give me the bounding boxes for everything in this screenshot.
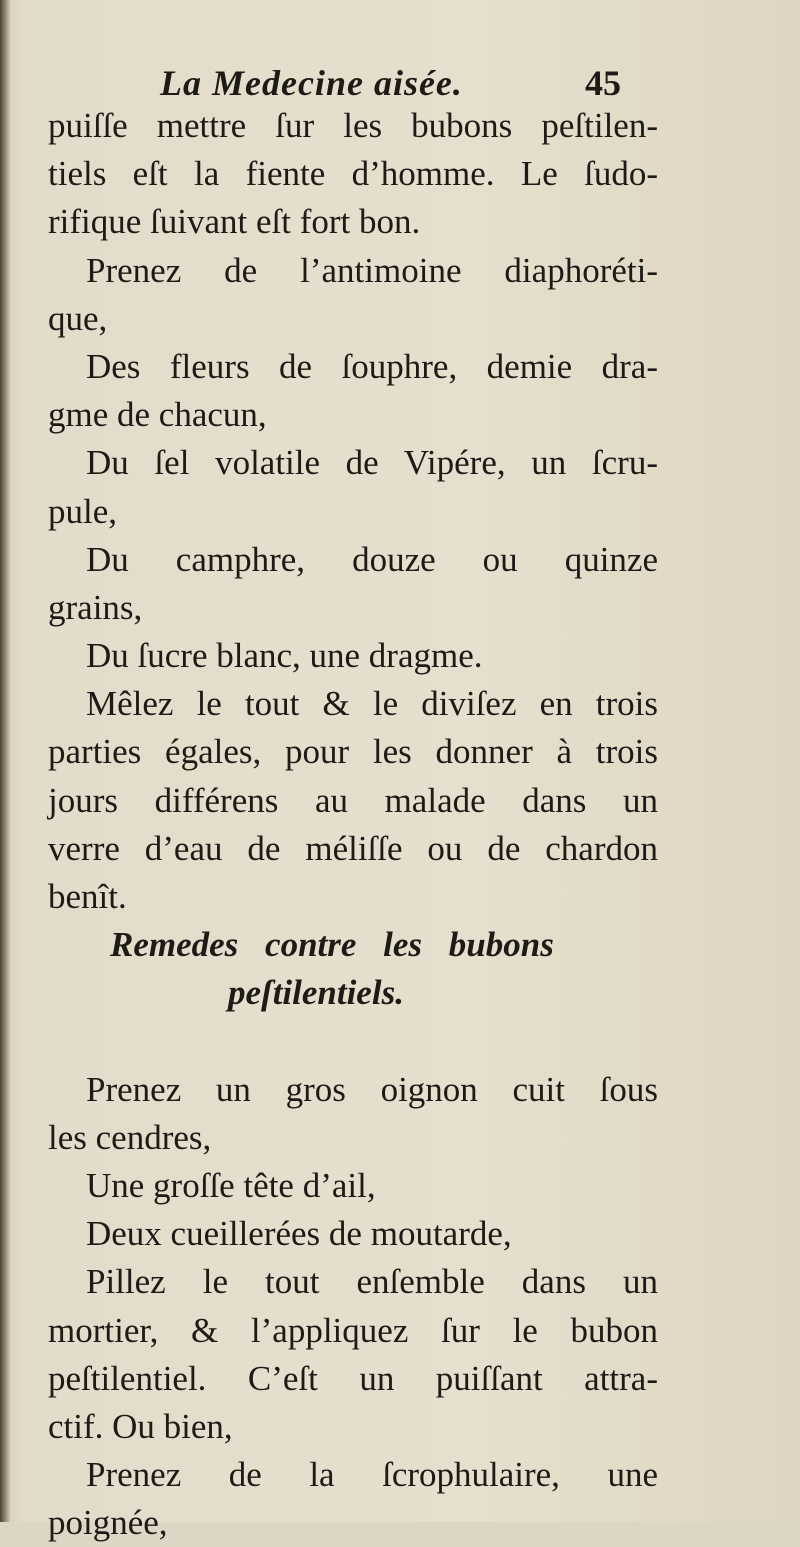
section-heading-continued: peſtilentiels.	[228, 973, 404, 1013]
text-line: pule,	[48, 491, 118, 531]
text-line: tiels eſt la fiente d’homme. Le ſudo-	[48, 154, 658, 194]
section-heading: Remedes contre les bubons	[110, 925, 554, 965]
text-line: gme de chacun,	[48, 395, 267, 435]
text-line: les cendres,	[48, 1117, 212, 1157]
text-line: verre d’eau de méliſſe ou de chardon	[48, 828, 658, 868]
spacer	[48, 1018, 658, 1066]
text-line: Prenez de l’antimoine diaphoréti-	[86, 250, 658, 290]
text-line: Une groſſe tête d’ail,	[86, 1165, 376, 1205]
text-line: Pillez le tout enſemble dans un	[86, 1262, 658, 1302]
text-line: Mêlez le tout & le diviſez en trois	[86, 684, 658, 724]
text-line: parties égales, pour les donner à trois	[48, 732, 658, 772]
text-line: Deux cueillerées de moutarde,	[86, 1214, 512, 1254]
text-line: Du ſel volatile de Vipére, un ſcru-	[86, 443, 658, 483]
text-line: rifique ſuivant eſt fort bon.	[48, 202, 421, 242]
binding-gutter	[0, 0, 10, 1522]
text-line: Prenez un gros oignon cuit ſous	[86, 1069, 658, 1109]
running-title: La Medecine aisée.	[160, 63, 463, 103]
text-line: benît.	[48, 877, 127, 916]
text-line: Du ſucre blanc, une dragme.	[86, 636, 483, 676]
page-text	[48, 102, 658, 1547]
text-line: peſtilentiel. C’eſt un puiſſant attra-	[48, 1358, 658, 1398]
text-line: Des fleurs de ſouphre, demie dra-	[86, 346, 658, 386]
text-line: puiſſe mettre ſur les bubons peſtilen-	[48, 106, 658, 145]
text-line: jours différens au malade dans un	[48, 780, 658, 820]
page-number: 45	[585, 63, 621, 103]
text-line: Prenez de la ſcrophulaire, une	[86, 1455, 658, 1495]
text-line: ctif. Ou bien,	[48, 1406, 233, 1446]
text-line: mortier, & l’appliquez ſur le bubon	[48, 1310, 658, 1350]
text-line: que,	[48, 298, 108, 338]
text-line: poignée,	[48, 1503, 168, 1543]
text-line: grains,	[48, 587, 143, 627]
text-line: Du camphre, douze ou quinze	[86, 539, 658, 579]
